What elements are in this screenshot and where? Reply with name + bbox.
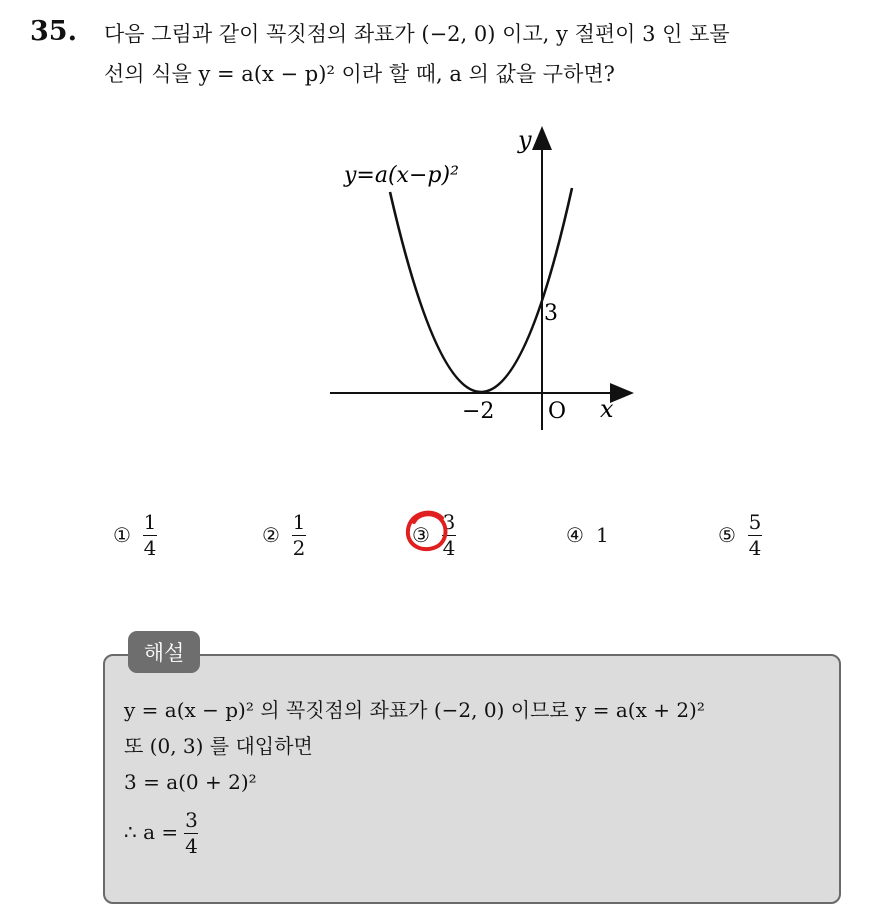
choice-mark: ②	[262, 523, 280, 547]
question-text-line1: 다음 그림과 같이 꼭짓점의 좌표가 (−2, 0) 이고, y 절편이 3 인 포물	[104, 22, 730, 46]
question-block	[0, 0, 884, 100]
choice-2[interactable]	[262, 500, 306, 570]
choice-5[interactable]	[718, 500, 762, 570]
y-axis-label: y	[518, 126, 532, 154]
question-number: 35.	[30, 16, 77, 47]
question-text-line2: 선의 식을 y = a(x − p)² 이라 할 때, a 의 값을 구하면?	[104, 62, 615, 86]
choice-fraction	[292, 509, 306, 560]
choice-1[interactable]	[113, 500, 157, 570]
solution-line4	[124, 810, 198, 857]
choice-value: 1	[595, 523, 609, 547]
fraction-denominator: 4	[442, 535, 456, 560]
fraction-denominator: 4	[185, 834, 198, 858]
equation-label: y=a(x−p)²	[344, 163, 459, 188]
fraction-numerator: 1	[292, 509, 306, 534]
intercept-label: 3	[544, 301, 558, 326]
choice-mark: ①	[113, 523, 131, 547]
fraction-numerator: 1	[143, 509, 157, 534]
selected-answer-circle	[402, 506, 452, 556]
parabola-curve	[390, 188, 572, 392]
fraction-numerator: 3	[185, 808, 198, 832]
fraction-denominator: 4	[143, 535, 157, 560]
parabola-graph	[320, 120, 650, 440]
solution-conclusion: ∴ a =	[124, 820, 179, 844]
solution-line1: y = a(x − p)² 의 꼭짓점의 좌표가 (−2, 0) 이므로 y = a(x + 2)²	[124, 698, 705, 722]
solution-line3: 3 = a(0 + 2)²	[124, 770, 257, 794]
fraction-denominator: 2	[292, 535, 306, 560]
vertex-label: −2	[462, 399, 495, 424]
solution-tab: 해설	[128, 631, 200, 673]
solution-line2: 또 (0, 3) 를 대입하면	[124, 734, 313, 758]
origin-label: O	[548, 399, 567, 424]
x-axis-label: x	[600, 395, 614, 423]
solution-fraction	[184, 810, 198, 857]
fraction-denominator: 4	[748, 535, 762, 560]
choice-mark: ④	[566, 523, 584, 547]
choice-fraction	[748, 509, 762, 560]
fraction-numerator: 3	[442, 509, 456, 534]
fraction-numerator: 5	[748, 509, 762, 534]
choice-mark: ⑤	[718, 523, 736, 547]
choice-fraction	[143, 509, 157, 560]
choice-mark: ③	[412, 523, 430, 547]
choice-4[interactable]	[566, 500, 609, 570]
